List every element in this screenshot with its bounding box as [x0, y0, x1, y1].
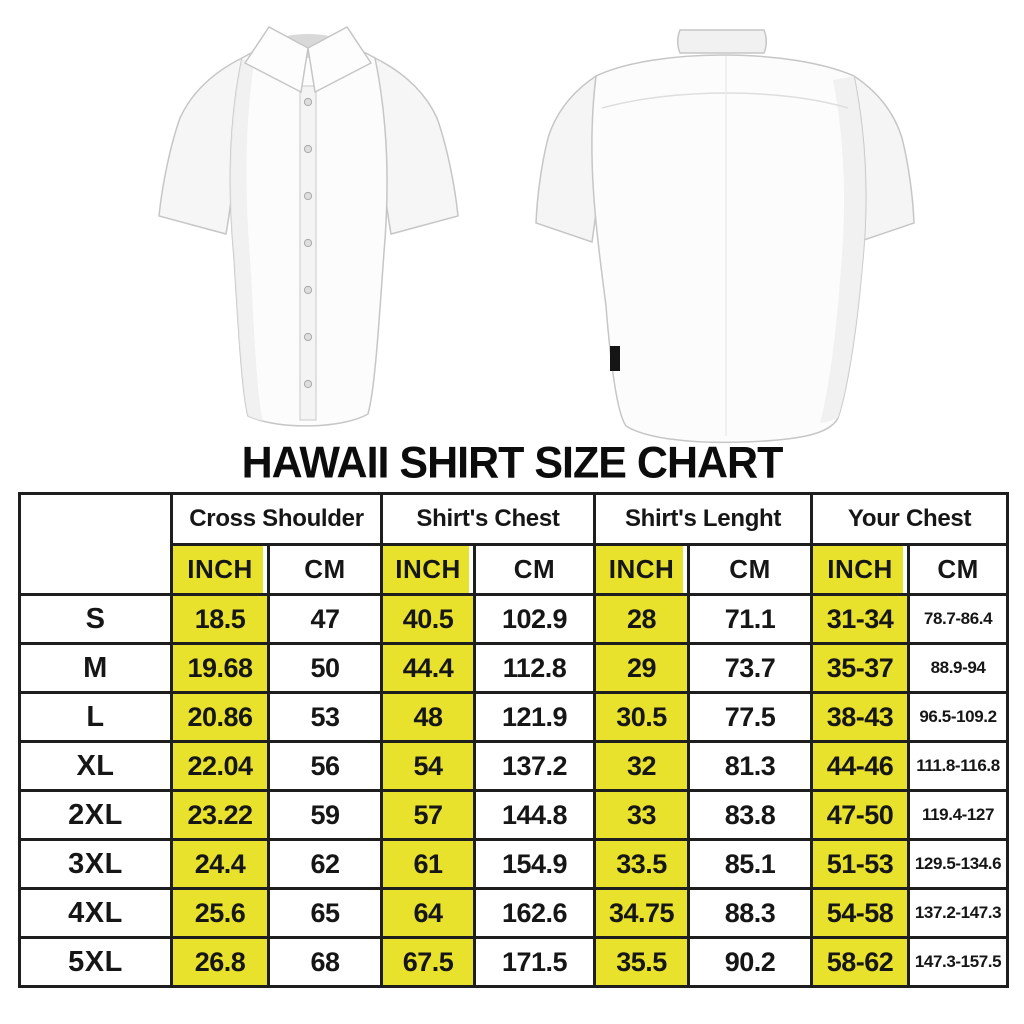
shirt-images [0, 0, 1024, 442]
measurement-cell: 28 [595, 595, 689, 644]
measurement-cell: 119.4-127 [909, 791, 1008, 840]
measurement-cell: 26.8 [172, 938, 269, 987]
measurement-cell: 147.3-157.5 [909, 938, 1008, 987]
measurement-cell: 56 [269, 742, 382, 791]
table-row [20, 791, 1008, 840]
measurement-cell: 35.5 [595, 938, 689, 987]
measurement-cell: 90.2 [689, 938, 812, 987]
measurement-cell: 144.8 [475, 791, 595, 840]
measurement-cell: 29 [595, 644, 689, 693]
back-collar [678, 30, 767, 53]
measurement-cell: 31-34 [812, 595, 909, 644]
measurement-cell: 112.8 [475, 644, 595, 693]
measurement-cell: 81.3 [689, 742, 812, 791]
measurement-cell: 35-37 [812, 644, 909, 693]
measurement-cell: 64 [382, 889, 475, 938]
measurement-cell: 32 [595, 742, 689, 791]
size-label: M [20, 644, 172, 693]
measurement-cell: 22.04 [172, 742, 269, 791]
measurement-cell: 102.9 [475, 595, 595, 644]
table-row [20, 889, 1008, 938]
measurement-cell: 162.6 [475, 889, 595, 938]
page-title: HAWAII SHIRT SIZE CHART [241, 438, 783, 488]
table-row [20, 742, 1008, 791]
measurement-cell: 67.5 [382, 938, 475, 987]
measurement-cell: 85.1 [689, 840, 812, 889]
measurement-cell: 77.5 [689, 693, 812, 742]
size-label: S [20, 595, 172, 644]
measurement-cell: 121.9 [475, 693, 595, 742]
unit-header: INCH [812, 545, 909, 595]
measurement-cell: 61 [382, 840, 475, 889]
corner-cell [20, 494, 172, 595]
unit-header: CM [689, 545, 812, 595]
unit-header: INCH [382, 545, 475, 595]
measurement-cell: 73.7 [689, 644, 812, 693]
size-chart-head [20, 494, 1008, 595]
column-group-header: Cross Shoulder [172, 494, 382, 545]
measurement-cell: 19.68 [172, 644, 269, 693]
size-label: 2XL [20, 791, 172, 840]
measurement-cell: 65 [269, 889, 382, 938]
measurement-cell: 33.5 [595, 840, 689, 889]
measurement-cell: 20.86 [172, 693, 269, 742]
measurement-cell: 24.4 [172, 840, 269, 889]
measurement-cell: 59 [269, 791, 382, 840]
measurement-cell: 30.5 [595, 693, 689, 742]
measurement-cell: 25.6 [172, 889, 269, 938]
measurement-cell: 129.5-134.6 [909, 840, 1008, 889]
measurement-cell: 137.2 [475, 742, 595, 791]
measurement-cell: 54 [382, 742, 475, 791]
table-row [20, 644, 1008, 693]
unit-header: CM [909, 545, 1008, 595]
measurement-cell: 137.2-147.3 [909, 889, 1008, 938]
unit-header: CM [269, 545, 382, 595]
size-label: XL [20, 742, 172, 791]
size-label: 5XL [20, 938, 172, 987]
measurement-cell: 111.8-116.8 [909, 742, 1008, 791]
measurement-cell: 53 [269, 693, 382, 742]
measurement-cell: 57 [382, 791, 475, 840]
table-row [20, 938, 1008, 987]
size-label: 4XL [20, 889, 172, 938]
measurement-cell: 38-43 [812, 693, 909, 742]
front-placket [300, 86, 316, 420]
table-row [20, 595, 1008, 644]
group-header-row [20, 494, 1008, 545]
unit-header: INCH [595, 545, 689, 595]
measurement-cell: 44-46 [812, 742, 909, 791]
measurement-cell: 154.9 [475, 840, 595, 889]
measurement-cell: 71.1 [689, 595, 812, 644]
measurement-cell: 44.4 [382, 644, 475, 693]
measurement-cell: 68 [269, 938, 382, 987]
measurement-cell: 33 [595, 791, 689, 840]
measurement-cell: 78.7-86.4 [909, 595, 1008, 644]
measurement-cell: 34.75 [595, 889, 689, 938]
shirt-front-image [128, 12, 488, 444]
measurement-cell: 23.22 [172, 791, 269, 840]
measurement-cell: 47 [269, 595, 382, 644]
column-group-header: Shirt's Chest [382, 494, 595, 545]
measurement-cell: 96.5-109.2 [909, 693, 1008, 742]
measurement-cell: 62 [269, 840, 382, 889]
size-label: 3XL [20, 840, 172, 889]
measurement-cell: 18.5 [172, 595, 269, 644]
size-label: L [20, 693, 172, 742]
size-chart-table [18, 492, 1009, 988]
table-row [20, 693, 1008, 742]
measurement-cell: 50 [269, 644, 382, 693]
table-row [20, 840, 1008, 889]
measurement-cell: 40.5 [382, 595, 475, 644]
measurement-cell: 83.8 [689, 791, 812, 840]
measurement-cell: 58-62 [812, 938, 909, 987]
unit-header: CM [475, 545, 595, 595]
column-group-header: Shirt's Lenght [595, 494, 812, 545]
shirt-back-image [530, 16, 930, 446]
measurement-cell: 88.9-94 [909, 644, 1008, 693]
measurement-cell: 47-50 [812, 791, 909, 840]
measurement-cell: 171.5 [475, 938, 595, 987]
front-right-sleeve [375, 58, 458, 234]
front-left-sleeve [159, 58, 242, 234]
back-tag [610, 346, 620, 371]
measurement-cell: 48 [382, 693, 475, 742]
measurement-cell: 51-53 [812, 840, 909, 889]
back-body [592, 55, 866, 442]
column-group-header: Your Chest [812, 494, 1008, 545]
measurement-cell: 54-58 [812, 889, 909, 938]
size-chart-body [20, 595, 1008, 987]
measurement-cell: 88.3 [689, 889, 812, 938]
unit-header: INCH [172, 545, 269, 595]
